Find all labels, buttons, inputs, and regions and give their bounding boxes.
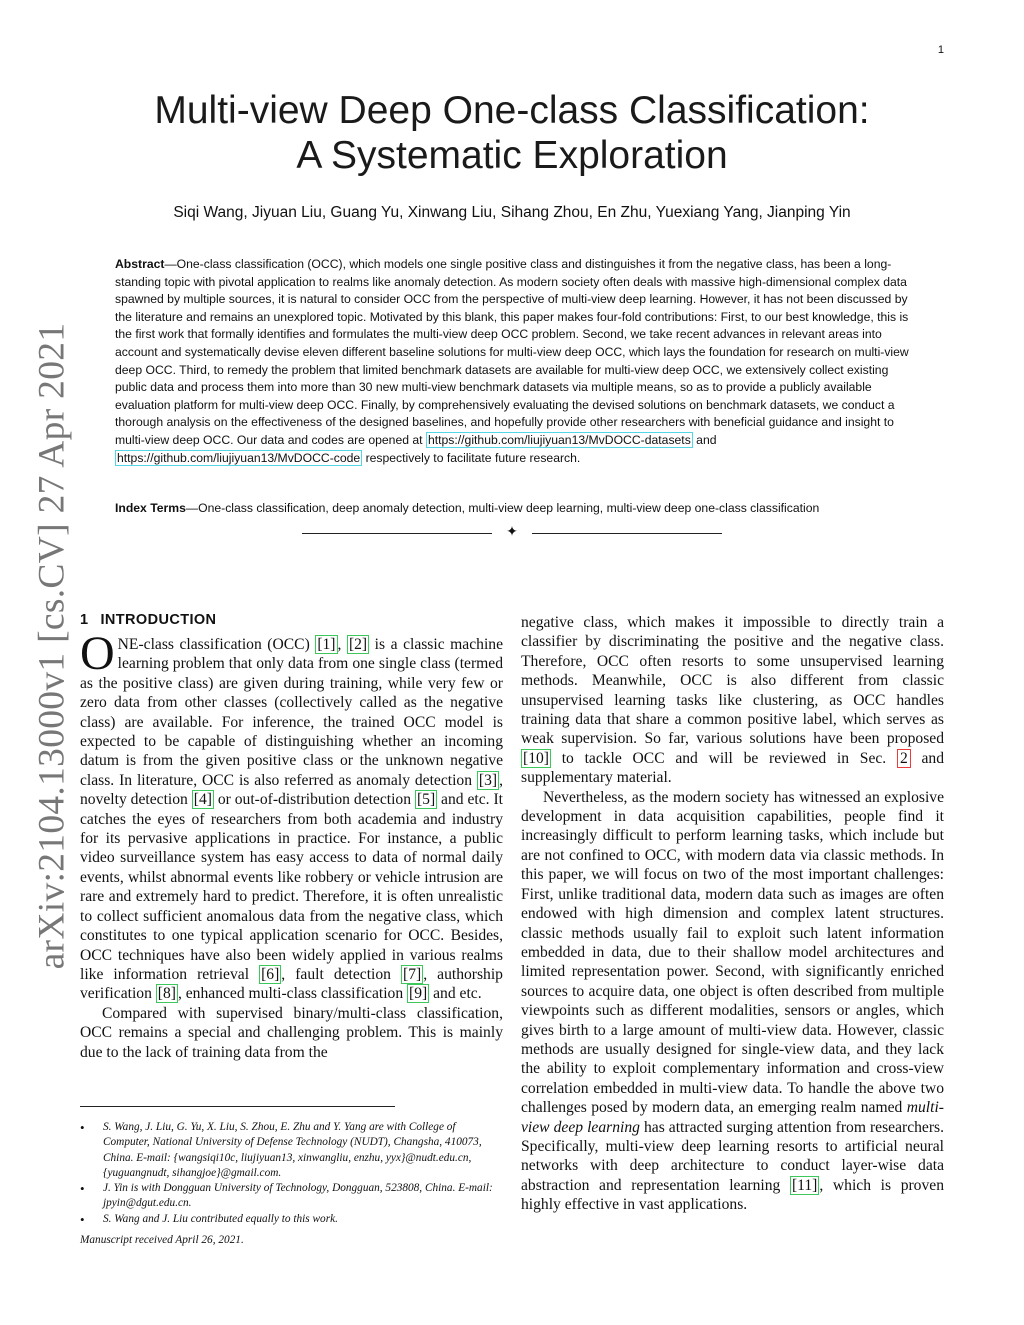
text-run: and etc. [429, 985, 482, 1003]
dropcap-letter: O [80, 627, 115, 680]
citation-link[interactable]: [6] [261, 965, 280, 983]
abstract [115, 256, 913, 467]
index-terms [115, 500, 913, 517]
citation-link[interactable]: [3] [478, 771, 498, 789]
section-title: INTRODUCTION [100, 612, 217, 628]
citation-link[interactable]: [4] [193, 791, 212, 809]
citation-link[interactable]: [5] [416, 791, 436, 809]
intro-paragraph-1 [80, 627, 503, 1004]
footnotes [80, 1120, 505, 1227]
citation-link[interactable]: [9] [409, 985, 428, 1003]
text-run: NE-class classification (OCC) [117, 636, 316, 653]
code-link[interactable]: https://github.com/liujiyuan13/MvDOCC-code [117, 450, 361, 465]
text-run: , enhanced multi-class classification [177, 985, 408, 1003]
paper-title [0, 88, 1024, 178]
abstract-text-between: and [692, 432, 717, 447]
section-divider [302, 525, 722, 545]
section-number: 1 [80, 612, 89, 628]
right-column [521, 613, 944, 1215]
abstract-label: Abstract [115, 257, 165, 271]
text-run: negative class, which makes it impossible to directly train a classifier by discriminating the positive and the negative class. Therefore, OCC often resorts to some unsupervised learning methods. Meanwhile, OCC is also different from classic unsupervised learning tasks like clustering, as OCC handles training data that share a common positive label, which serves as weak supervision. So far, various solutions have been proposed [521, 614, 944, 748]
left-column [80, 627, 503, 1062]
text-run: , authorship verification [80, 965, 503, 1003]
datasets-link[interactable]: https://github.com/liujiyuan13/MvDOCC-datasets [427, 432, 691, 447]
footnote-affiliation: • S. Wang, J. Liu, G. Yu, X. Liu, S. Zhou, E. Zhu and Y. Yang are with College of Computer, National University of Defense Technology (NUDT), Changsha, 410073, China. E-mail: {wangsiqi10c, liujiyuan13, xinwangliu, enzhu, yyx}@nudt.edu.cn, {yuguangnudt, sihangjoe}@gmail.com. [80, 1120, 505, 1181]
text-run: , which is proven highly effective in vast applications. [521, 1176, 944, 1214]
text-run: , [337, 636, 347, 653]
text-run: and supplementary material. [521, 749, 944, 787]
divider-star-icon: ✦ [506, 525, 518, 540]
index-terms-label: Index Terms [115, 501, 186, 515]
footnote-affiliation: • J. Yin is with Dongguan University of Technology, Dongguan, 523808, China. E-mail: jpyin@dgut.edu.cn. [80, 1181, 505, 1212]
intro-paragraph-4 [521, 788, 944, 1215]
section-reference-link[interactable]: 2 [897, 749, 911, 768]
text-run: to tackle OCC and will be reviewed in Sec. [550, 749, 897, 767]
text-run: Nevertheless, as the modern society has witnessed an explosive development in data acquisition capabilities, people find it increasingly difficult to perform learning tasks, which include but are not confined to OCC, with modern data via classic methods. In this paper, we will focus on two of the most important challenges: First, unlike traditional data, modern data such as images are often endowed with high dimension and complex latent structures. classic methods usually fail to exploit such latent information embedded in data, due to their shallow model architectures and limited representation power. Second, with significantly enriched sources to acquire data, one object is often described from multiple viewpoints such as different modalities, sensors or angles, which gives birth to a large amount of multi-view data. However, classic methods are usually designed for single-view data, and they lack the ability to exploit complementary information and cross-view correlation embedded in multi-view data. To handle the above two challenges posed by modern data, an emerging realm named [521, 788, 944, 1117]
title-line-2: A Systematic Exploration [296, 134, 728, 177]
section-heading [80, 612, 216, 628]
citation-link[interactable]: [7] [403, 965, 422, 983]
manuscript-note: Manuscript received April 26, 2021. [80, 1234, 244, 1246]
citation-link[interactable]: [11] [791, 1176, 818, 1194]
abstract-text: —One-class classification (OCC), which models one single positive class and distinguishes it from the negative class, has been a long-standing topic with pivotal application to realms like anomaly detection. As modern society often deals with massive high-dimensional complex data spawned by multiple sources, it is natural to consider OCC from the perspective of multi-view deep learning. However, it has not been discussed by the literature and remains an unexplored topic. Motivated by this blank, this paper makes four-fold contributions: First, to our best knowledge, this is the first work that formally identifies and formulates the multi-view deep OCC problem. Second, we take recent advances in relevant areas into account and systematically devise eleven different baseline solutions for multi-view deep OCC, which lays the foundation for research on multi-view deep OCC. Third, to remedy the problem that limited benchmark datasets are available for multi-view deep OCC, we extensively collect existing public data and process them into more than 30 new multi-view benchmark datasets via multiple means, so as to provide a publicly available evaluation platform for multi-view deep OCC. Finally, by comprehensively evaluating the devised solutions on benchmark datasets, we conduct a thorough analysis on the effectiveness of the designed baselines, and hopefully provide other researchers with beneficial guidance and insight to multi-view deep OCC. Our data and codes are opened at [115, 257, 909, 447]
abstract-text-end: respectively to facilitate future research. [362, 450, 581, 465]
divider-line-right [532, 533, 722, 534]
text-run: is a classic machine learning problem that only data from one single class (termed as the positive class) are given during training, while very few or zero data from other classes (collectively called as the negative class) are available. For inference, the trained OCC model is expected to be capable of distinguishing whether an incoming datum is from the given positive class or the unknown negative class. In literature, OCC is also referred as anomaly detection [80, 636, 503, 789]
author-list: Siqi Wang, Jiyuan Liu, Guang Yu, Xinwang Liu, Sihang Zhou, En Zhu, Yuexiang Yang, Jianping Yin [173, 204, 851, 221]
intro-paragraph-2: Compared with supervised binary/multi-class classification, OCC remains a special and challenging problem. This is mainly due to the lack of training data from the [80, 1004, 503, 1061]
text-run: , fault detection [281, 965, 402, 983]
text-run: has attracted surging attention from researchers. Specifically, multi-view deep learning resorts to artificial neural networks with deep architecture to conduct layer-wise data abstraction and representation learning [521, 1118, 944, 1194]
citation-link[interactable]: [8] [157, 985, 176, 1003]
footnote-rule [80, 1106, 395, 1107]
index-terms-text: —One-class classification, deep anomaly detection, multi-view deep learning, multi-view deep one-class classification [185, 501, 820, 515]
citation-link[interactable]: [2] [348, 636, 368, 653]
emphasized-term: multi-view deep learning [521, 1099, 944, 1136]
citation-link[interactable]: [10] [523, 749, 549, 767]
text-run: and etc. It catches the eyes of researchers from both academia and industry for its pervasive applications in practice. For instance, a public video surveillance system has easy access to data of normal daily events, whilst abnormal events like robbery or vehicle intrusion are rare and extremely hard to predict. Therefore, it is often unrealistic to collect sufficient anomalous data from the negative class, which constitutes to one typical application scenario for OCC. Besides, OCC techniques have also been widely applied in various realms like information retrieval [80, 791, 503, 983]
citation-link[interactable]: [1] [317, 636, 336, 653]
intro-paragraph-3 [521, 613, 944, 788]
footnote-equal-contribution: • S. Wang and J. Liu contributed equally to this work. [80, 1212, 505, 1227]
page-number: 1 [937, 44, 944, 56]
text-run: , novelty detection [80, 771, 503, 809]
arxiv-identifier: arXiv:2104.13000v1 [cs.CV] 27 Apr 2021 [31, 322, 73, 970]
title-line-1: Multi-view Deep One-class Classification: [154, 89, 870, 132]
text-run: or out-of-distribution detection [213, 791, 415, 809]
